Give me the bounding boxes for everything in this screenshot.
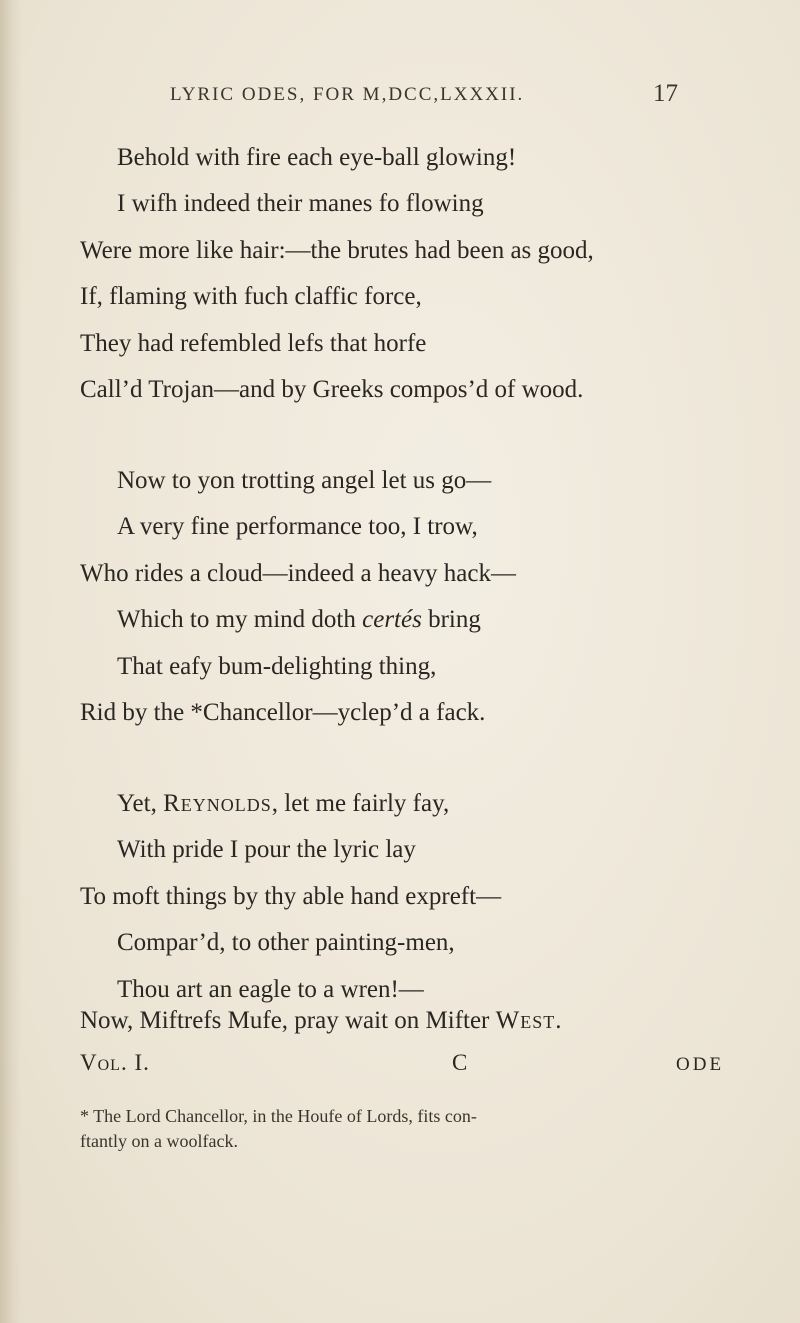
small-caps-name: Reynolds (163, 790, 272, 817)
verse-line: I wifh indeed their manes fo flowing (117, 190, 484, 217)
verse-line: If, flaming with fuch claffic force, (80, 283, 422, 310)
volume-label: Vol. I. (80, 1050, 150, 1075)
catchword: ODE (676, 1054, 725, 1075)
footnote-line: * The Lord Chancellor, in the Houfe of Lords, fits con- (80, 1106, 477, 1126)
verse-line: Who rides a cloud—indeed a heavy hack— (80, 560, 516, 587)
verse-line: Thou art an eagle to a wren!— (117, 976, 424, 1003)
footnote-line: ftantly on a woolfack. (80, 1131, 238, 1151)
gutter-shadow (0, 0, 22, 1323)
verse-line: Rid by the *Chancellor—yclep’d a fack. (80, 699, 486, 726)
verse-line: To moft things by thy able hand expreft— (80, 883, 502, 910)
verse-line: Now to yon trotting angel let us go— (117, 467, 492, 494)
verse-line: Compar’d, to other painting-men, (117, 929, 455, 956)
running-title: LYRIC ODES, FOR M,DCC,LXXXII. (170, 84, 525, 105)
verse-line: A very fine performance too, I trow, (117, 513, 478, 540)
verse-text: Which to my mind doth (117, 606, 356, 633)
verse-text: . (555, 1007, 562, 1034)
verse-line (117, 791, 449, 816)
small-caps-name: West (495, 1007, 556, 1034)
verse-line: They had refembled lefs that horfe (80, 330, 427, 357)
verse-text: Now, Miftrefs Mufe, pray wait on Mifter (80, 1007, 490, 1034)
page-number: 17 (653, 80, 678, 107)
verse-line: Were more like hair:—the brutes had been as good, (80, 237, 594, 264)
verse-text: bring (428, 606, 481, 633)
verse-line: Call’d Trojan—and by Greeks compos’d of wood. (80, 376, 584, 403)
verse-text: , let me fairly fay, (271, 790, 450, 817)
verse-line: With pride I pour the lyric lay (117, 836, 416, 863)
verse-line (80, 1008, 562, 1033)
verse-line: That eafy bum-delighting thing, (117, 653, 437, 680)
verse-text: Yet, (117, 790, 157, 817)
signature-mark: C (452, 1050, 468, 1075)
verse-line: Behold with fire each eye-ball glowing! (117, 144, 517, 171)
verse-line (117, 607, 481, 632)
italic-word: certés (362, 606, 422, 633)
footnote (80, 1104, 700, 1154)
